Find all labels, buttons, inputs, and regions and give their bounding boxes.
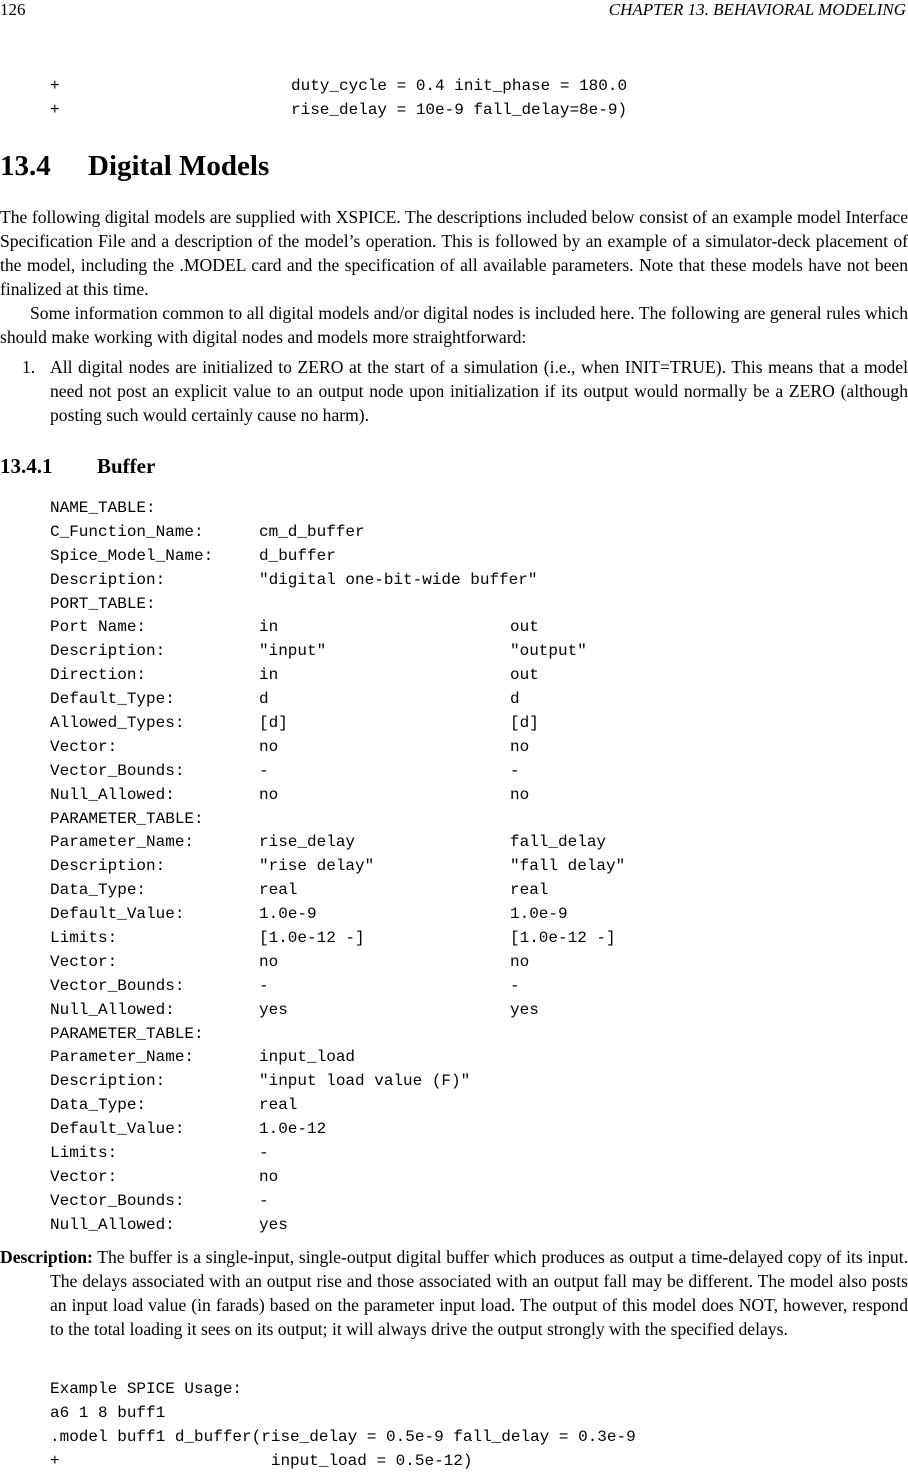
ifs-field-value: out [510,666,539,685]
ifs-field-name: Null_Allowed: [50,1215,175,1234]
continuation-marker: + [50,101,60,119]
example-usage-listing [50,1377,636,1473]
ifs-field-name: Description: [50,1072,166,1091]
ifs-field-name: Default_Type: [50,690,175,709]
ifs-field-value: rise_delay [259,833,356,852]
section-number: 13.4 [0,150,51,182]
ifs-field-value: [1.0e-12 -] [510,929,616,948]
ifs-field-name: Data_Type: [50,881,147,900]
ifs-field-name: Spice_Model_Name: [50,546,214,565]
example-heading: Example SPICE Usage: [50,1380,243,1398]
ifs-field-value: 1.0e-12 [259,1120,327,1139]
ifs-field-value: [d] [510,714,539,733]
ifs-field-name: Vector: [50,737,118,756]
ifs-field-name: Limits: [50,1144,118,1163]
example-code-line: a6 1 8 buff1 [50,1404,166,1422]
example-code-line: + input_load = 0.5e-12) [50,1452,473,1470]
paragraph: The following digital models are supplied with XSPICE. The descriptions included below consist of an example model Interface Specification File and a description of the model’s operation. This is followed by an example of a simulator-deck placement of the model, including the .MODEL card and the specification of all available parameters. Note that these models have not been finalized at this time. [0,207,908,299]
ifs-field-value: no [510,737,530,756]
description-label: Description: [0,1247,93,1267]
ifs-field-value: in [259,618,279,637]
ifs-field-value: 1.0e-9 [510,905,568,924]
ifs-field-value: yes [510,1000,539,1019]
ifs-field-value: real [510,881,549,900]
ifs-field-value: 1.0e-9 [259,905,317,924]
subsection-number: 13.4.1 [0,454,53,478]
code-text: rise_delay = 10e-9 fall_delay=8e-9) [291,101,628,119]
paragraph: Some information common to all digital models and/or digital nodes is included here. The following are general rules which should make working with digital nodes and models more straightforward: [0,303,908,347]
ifs-field-value: yes [259,1000,288,1019]
code-line [50,74,60,98]
ifs-field-name: Vector: [50,1167,118,1186]
code-text: duty_cycle = 0.4 init_phase = 180.0 [291,77,628,95]
running-header [0,0,908,20]
ifs-field-value: cm_d_buffer [259,522,365,541]
ifs-field-name: Direction: [50,666,147,685]
page-number: 126 [0,0,26,19]
ifs-field-value: yes [259,1215,288,1234]
ifs-field-value: "rise delay" [259,857,375,876]
ifs-field-name: Default_Value: [50,905,185,924]
subsection-title: Buffer [97,454,156,478]
ifs-field-value: real [259,1096,298,1115]
code-line [50,98,60,122]
ifs-field-value: fall_delay [510,833,607,852]
example-code-line: .model buff1 d_buffer(rise_delay = 0.5e-9 fall_delay = 0.3e-9 [50,1428,636,1446]
ifs-field-value: no [259,737,279,756]
list-text: All digital nodes are initialized to ZERO at the start of a simulation (i.e., when INIT=TRUE). This means that a model need not post an explicit value to an output node upon initialization if its output would normally be a ZERO (although posting such would certainly cause no harm). [50,357,908,425]
description-text: The buffer is a single-input, single-output digital buffer which produces as output a time-delayed copy of its input. The delays associated with an output rise and those associated with an output fall may be different. The model also posts an input load value (in farads) based on the parameter input load. The output of this model does NOT, however, respond to the total loading it sees on its output; it will always drive the output strongly with the specified delays. [50,1247,908,1339]
ifs-field-value: [d] [259,714,288,733]
ifs-field-value: [1.0e-12 -] [259,929,365,948]
ifs-field-name: Vector_Bounds: [50,1191,185,1210]
ifs-field-value: - [510,761,520,780]
ifs-field-value: - [259,1191,269,1210]
ifs-field-value: d [259,690,269,709]
subsection-heading [0,454,155,479]
list-marker: 1. [22,357,36,377]
ifs-field-name: C_Function_Name: [50,522,204,541]
continuation-marker: + [50,77,60,95]
section-title: Digital Models [88,150,270,182]
ifs-field-name: Allowed_Types: [50,714,185,733]
ifs-field-value: - [510,976,520,995]
ifs-field-name: Description: [50,570,166,589]
ifs-field-name: PARAMETER_TABLE: [50,809,204,828]
ifs-field-value: input_load [259,1048,356,1067]
section-heading [0,150,269,183]
ifs-field-name: Description: [50,857,166,876]
ifs-field-value: no [259,785,279,804]
ifs-field-value: no [259,1167,279,1186]
ifs-field-value: no [510,785,530,804]
ifs-field-value: in [259,666,279,685]
ifs-field-name: Null_Allowed: [50,785,175,804]
ifs-field-name: Vector_Bounds: [50,976,185,995]
ifs-field-value: "fall delay" [510,857,626,876]
ifs-field-value: "input" [259,642,327,661]
ifs-field-name: PORT_TABLE: [50,594,156,613]
ifs-field-value: real [259,881,298,900]
ifs-field-name: Limits: [50,929,118,948]
ifs-field-value: - [259,761,269,780]
ifs-field-name: Vector: [50,952,118,971]
ifs-field-value: - [259,1144,269,1163]
ifs-field-value: no [510,952,530,971]
ifs-field-name: Port Name: [50,618,147,637]
ifs-field-name: NAME_TABLE: [50,499,156,517]
ifs-field-name: Description: [50,642,166,661]
ifs-field-value: d_buffer [259,546,336,565]
ifs-field-name: PARAMETER_TABLE: [50,1024,204,1043]
ifs-field-value: - [259,976,269,995]
chapter-title: CHAPTER 13. BEHAVIORAL MODELING [608,0,906,19]
ifs-field-name: Default_Value: [50,1120,185,1139]
ifs-field-value: "digital one-bit-wide buffer" [259,570,538,589]
ifs-field-name: Data_Type: [50,1096,147,1115]
ifs-field-value: "output" [510,642,587,661]
ifs-field-value: out [510,618,539,637]
ifs-field-value: "input load value (F)" [259,1072,471,1091]
ifs-field-name: Parameter_Name: [50,1048,195,1067]
ifs-field-name: Null_Allowed: [50,1000,175,1019]
ifs-field-name: Parameter_Name: [50,833,195,852]
ifs-field-name: Vector_Bounds: [50,761,185,780]
ifs-field-value: no [259,952,279,971]
ifs-field-value: d [510,690,520,709]
description-block [0,1245,908,1341]
